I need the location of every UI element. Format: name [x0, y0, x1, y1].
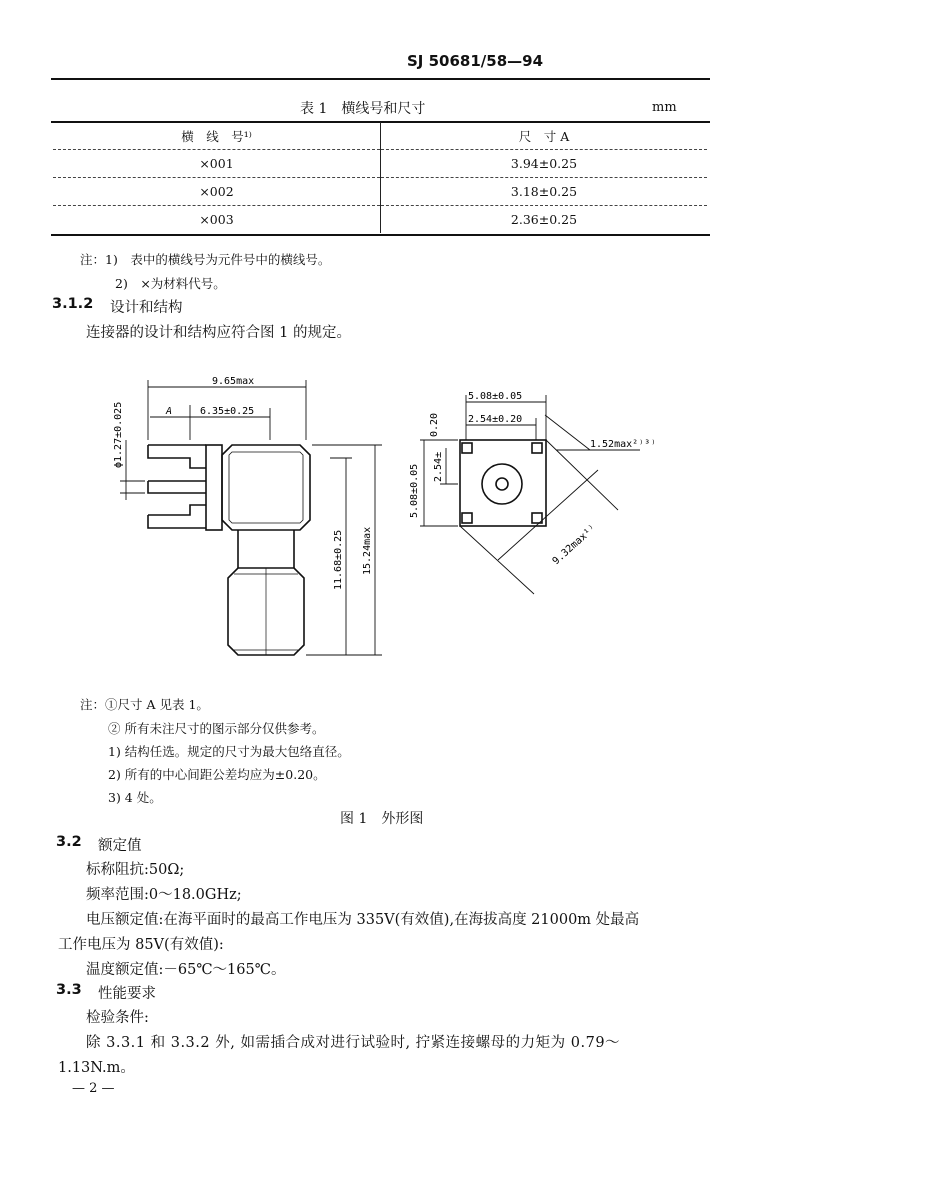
section-title: 性能要求 — [98, 986, 156, 1002]
outer-ring — [482, 464, 522, 504]
mount-hole — [462, 443, 472, 453]
paragraph-line: 电压额定值:在海平面时的最高工作电压为 335V(有效值),在海拔高度 21000m 处最高 — [86, 912, 640, 928]
header-cell-size-a: 尺 寸 A — [518, 128, 570, 144]
figure-note: 3) 4 处。 — [108, 790, 162, 805]
page-number: — 2 — — [72, 1081, 115, 1096]
header-rule — [51, 78, 710, 80]
table-row — [53, 150, 707, 178]
connector-body — [222, 445, 310, 530]
header-cell-line-no: 横 线 号¹⁾ — [53, 122, 381, 150]
section-number: 3.3 — [56, 982, 82, 998]
flange — [206, 445, 222, 530]
pin-bottom — [148, 505, 206, 528]
section-number: 3.2 — [56, 834, 82, 850]
cell-line-no: ×002 — [53, 178, 381, 206]
mount-hole — [532, 443, 542, 453]
table-note-1: 注：1) 表中的横线号为元件号中的横线号。 — [80, 252, 331, 267]
dim-text: 15.24max — [362, 526, 373, 575]
mount-hole — [462, 513, 472, 523]
neck — [238, 530, 294, 568]
table-header-row — [53, 122, 707, 150]
paragraph-line: 检验条件: — [86, 1010, 149, 1026]
figure-note: 1) 结构任选。规定的尺寸为最大包络直径。 — [108, 744, 350, 759]
document-code: SJ 50681/58—94 — [406, 52, 544, 70]
cell-size: 2.36±0.25 — [381, 206, 708, 234]
dim-text: 1.52max²⁾³⁾ — [590, 439, 657, 450]
body-inner — [229, 452, 303, 523]
paragraph-line: 工作电压为 85V(有效值): — [58, 937, 224, 953]
dim-text: 11.68±0.25 — [333, 529, 344, 590]
dim-text: 2.54±0.20 — [468, 414, 523, 425]
dim-text: A — [166, 406, 173, 417]
dim-text: 2.54± — [433, 451, 444, 482]
figure-note: ② 所有未注尺寸的图示部分仅供参考。 — [108, 721, 325, 736]
dim-text: 5.08±0.05 — [468, 391, 523, 402]
center-contact — [496, 478, 508, 490]
figure-caption: 图 1 外形图 — [340, 811, 424, 827]
paragraph-line: 除 3.3.1 和 3.3.2 外, 如需插合成对进行试验时, 拧紧连接螺母的力矩为 0.79～ — [86, 1035, 621, 1051]
figure-outline-drawing — [0, 360, 950, 695]
paragraph-line: 1.13N.m。 — [58, 1060, 135, 1076]
section-title: 设计和结构 — [110, 300, 183, 316]
table-caption: 表 1 横线号和尺寸 — [300, 101, 426, 117]
paragraph: 连接器的设计和结构应符合图 1 的规定。 — [86, 325, 351, 341]
paragraph-line: 频率范围:0～18.0GHz; — [86, 887, 242, 903]
table-row — [53, 178, 707, 206]
table-unit: mm — [652, 100, 677, 115]
pin-middle — [148, 481, 206, 493]
paragraph-line: 标称阻抗:50Ω; — [86, 862, 185, 878]
figure-note: 2) 所有的中心间距公差均应为±0.20。 — [108, 767, 326, 782]
dim-text: 5.08±0.05 — [409, 463, 420, 518]
paragraph-line: 温度额定值:－65℃～165℃。 — [86, 962, 286, 978]
nut-inner — [234, 568, 298, 655]
dim-text: 0.20 — [429, 412, 440, 437]
section-title: 额定值 — [98, 838, 142, 854]
dim-text: 6.35±0.25 — [200, 406, 255, 417]
cell-size: 3.18±0.25 — [381, 178, 708, 206]
cell-line-no: ×001 — [53, 150, 381, 178]
dim-text: ϕ1.27±0.025 — [113, 401, 124, 468]
figure-note: 注：①尺寸 A 见表 1。 — [80, 697, 209, 712]
dim-text: 9.32max¹⁾ — [550, 522, 599, 568]
table-note-2: 2) ×为材料代号。 — [115, 276, 226, 291]
pin-top — [148, 445, 206, 468]
cell-line-no: ×003 — [53, 206, 381, 234]
dim-text: 9.65max — [212, 376, 255, 387]
section-number: 3.1.2 — [52, 296, 94, 312]
table-bottom-rule — [51, 234, 710, 236]
table-row — [53, 206, 707, 234]
cell-size: 3.94±0.25 — [381, 150, 708, 178]
table-1 — [53, 122, 707, 233]
